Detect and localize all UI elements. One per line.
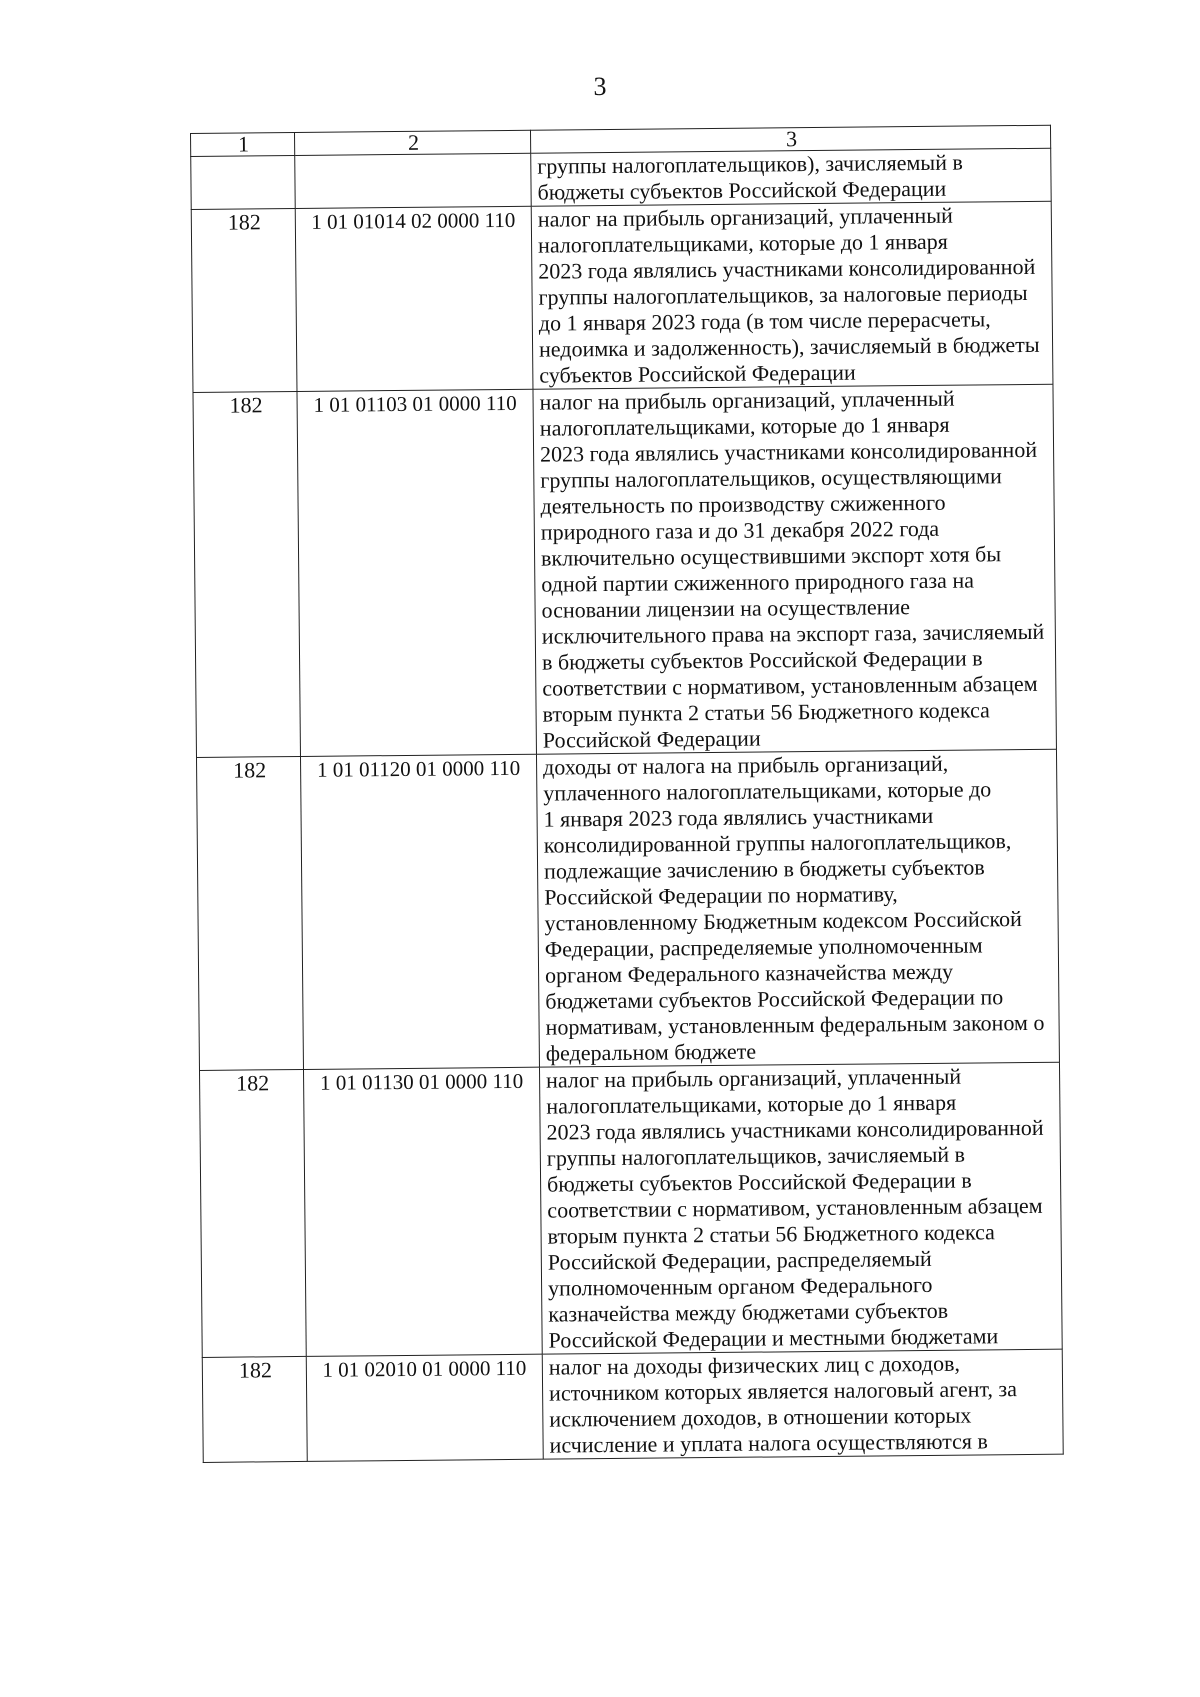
description-line: соответствии с нормативом, установленным абзацем — [547, 1192, 1043, 1223]
description-line: налогоплательщиками, которые до 1 января — [546, 1089, 957, 1119]
description-line: вторым пункта 2 статьи 56 Бюджетного кодекса — [542, 697, 990, 727]
description-line: уполномоченным органом Федерального — [547, 1271, 933, 1301]
revenue-description-cell — [531, 201, 1053, 389]
description-line: налог на прибыль организаций, уплаченный — [539, 385, 955, 415]
description-line: до 1 января 2023 года (в том числе перерасчеты, — [538, 306, 991, 336]
table-row — [193, 384, 1056, 757]
revenue-codes-table — [190, 125, 1064, 1463]
description-line: подлежащие зачислению в бюджеты субъектов — [543, 854, 985, 884]
description-line: одной партии сжиженного природного газа на — [541, 567, 975, 597]
description-line: установленному Бюджетным кодексом Российской — [544, 906, 1022, 936]
description-line: деятельность по производству сжиженного — [540, 489, 946, 519]
description-line: доходы от налога на прибыль организаций, — [542, 750, 949, 780]
description-line: Российской Федерации и местными бюджетами — [548, 1323, 999, 1353]
description-line: 2023 года являлись участниками консолидированной — [539, 436, 1038, 467]
page-number: 3 — [593, 72, 607, 101]
description-line: налог на доходы физических лиц с доходов, — [548, 1350, 961, 1380]
description-line: казначейства между бюджетами субъектов — [548, 1297, 949, 1327]
description-line: налог на прибыль организаций, уплаченный — [545, 1063, 962, 1093]
agency-code-cell — [191, 155, 296, 209]
budget-classification-code-cell: 1 01 01120 01 0000 110 — [300, 754, 539, 1069]
description-line: группы налогоплательщиков, зачисляемый в — [546, 1141, 966, 1171]
description-line: бюджеты субъектов Российской Федерации — [537, 175, 947, 205]
description-line: исчисление и уплата налога осуществляются в — [549, 1428, 988, 1458]
revenue-description-cell — [542, 1349, 1063, 1459]
table-row — [196, 749, 1059, 1070]
header-col-1: 1 — [191, 132, 295, 156]
header-col-2: 2 — [295, 130, 531, 155]
description-line: Российской Федерации — [542, 725, 761, 753]
description-line: в бюджеты субъектов Российской Федерации в — [541, 645, 983, 675]
revenue-description-cell — [533, 384, 1056, 754]
description-line: уплаченного налогоплательщиками, которые до — [543, 776, 992, 806]
agency-code-cell: 182 — [196, 756, 303, 1070]
description-line: Федерации, распределяемые уполномоченным — [544, 932, 983, 962]
description-line: природного газа и до 31 декабря 2022 года — [540, 515, 940, 545]
budget-classification-code-cell: 1 01 01103 01 0000 110 — [297, 389, 536, 756]
description-line: включительно осуществившими экспорт хотя бы — [540, 541, 1002, 571]
agency-code-cell: 182 — [193, 391, 300, 757]
table-row — [199, 1062, 1062, 1357]
description-line: исключением доходов, в отношении которых — [549, 1402, 972, 1432]
revenue-description-cell — [531, 148, 1051, 206]
table-row — [191, 148, 1051, 209]
revenue-description-cell — [539, 1062, 1062, 1354]
description-line: исключительного права на экспорт газа, зачисляемый — [541, 618, 1045, 649]
agency-code-cell: 182 — [202, 1356, 307, 1462]
description-line: основании лицензии на осуществление — [541, 594, 911, 623]
description-line: соответствии с нормативом, установленным абзацем — [542, 670, 1038, 701]
description-line: налогоплательщиками, которые до 1 января — [539, 411, 950, 441]
description-line: Российской Федерации, распределяемый — [547, 1245, 932, 1275]
description-line: нормативам, установленным федеральным законом о — [545, 1009, 1045, 1040]
description-line: бюджеты субъектов Российской Федерации в — [546, 1167, 972, 1197]
description-line: налог на прибыль организаций, уплаченный — [537, 202, 953, 232]
description-line: вторым пункта 2 статьи 56 Бюджетного кодекса — [547, 1219, 995, 1249]
header-col-3: 3 — [530, 125, 1050, 153]
description-line: субъектов Российской Федерации — [539, 359, 856, 388]
description-line: налогоплательщиками, которые до 1 января — [537, 228, 948, 258]
table-row — [191, 201, 1053, 392]
description-line: федеральном бюджете — [545, 1038, 757, 1066]
description-line: группы налогоплательщиков, осуществляющими — [540, 463, 1002, 493]
agency-code-cell: 182 — [191, 208, 297, 392]
description-line: 2023 года являлись участниками консолидированной — [546, 1114, 1044, 1145]
budget-classification-code-cell: 1 01 02010 01 0000 110 — [306, 1354, 543, 1461]
table-row — [202, 1349, 1063, 1462]
revenue-description-cell — [536, 749, 1059, 1067]
description-line: органом Федерального казначейства между — [544, 958, 954, 988]
budget-classification-code-cell: 1 01 01130 01 0000 110 — [303, 1067, 542, 1356]
agency-code-cell: 182 — [199, 1069, 306, 1357]
description-line: источником которых является налоговый агент, за — [548, 1376, 1018, 1406]
table-body — [191, 125, 1064, 1462]
description-line: бюджетами субъектов Российской Федерации по — [545, 984, 1004, 1014]
description-line: группы налогоплательщиков), зачисляемый в — [537, 149, 963, 179]
description-line: 1 января 2023 года являлись участниками — [543, 802, 934, 832]
description-line: консолидированной группы налогоплательщиков, — [543, 828, 1012, 858]
description-line: группы налогоплательщиков, за налоговые периоды — [538, 279, 1028, 310]
budget-classification-code-cell — [295, 153, 531, 208]
budget-classification-code-cell: 1 01 01014 02 0000 110 — [295, 206, 533, 391]
description-line: 2023 года являлись участниками консолидированной — [538, 253, 1036, 284]
description-line: недоимка и задолженность), зачисляемый в бюджеты — [538, 331, 1040, 362]
description-line: Российской Федерации по нормативу, — [544, 881, 898, 910]
